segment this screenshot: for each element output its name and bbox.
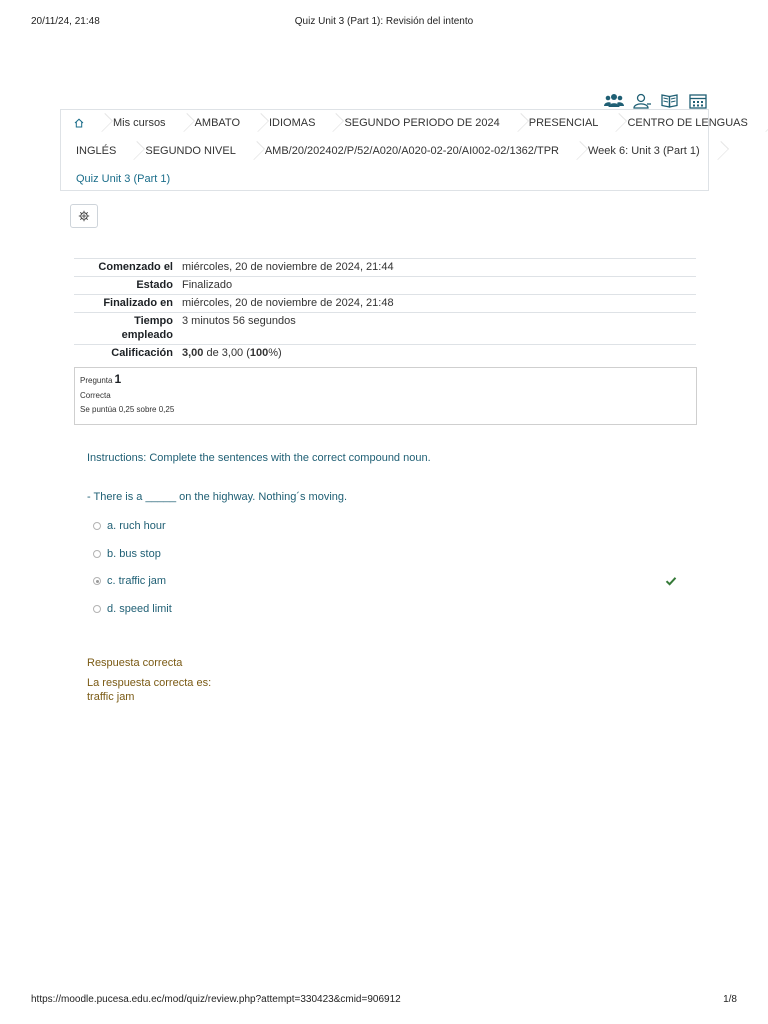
- grade-percent: 100: [249, 347, 269, 359]
- book-icon[interactable]: [660, 92, 680, 110]
- feedback-correct-answer: traffic jam: [87, 691, 135, 703]
- summary-row-grade: [74, 345, 696, 363]
- breadcrumb: [60, 109, 748, 191]
- grade-label: Calificación: [74, 345, 178, 363]
- question-number: [80, 372, 691, 386]
- breadcrumb-row-1: [61, 111, 748, 135]
- breadcrumb-ambato[interactable]: AMBATO: [194, 117, 240, 129]
- breadcrumb-segundo-nivel[interactable]: SEGUNDO NIVEL: [145, 145, 236, 157]
- grade-mid: de 3,00 (: [203, 347, 250, 359]
- attempt-summary-table: [74, 258, 696, 362]
- answer-text: a. ruch hour: [107, 520, 166, 532]
- breadcrumb-course-code[interactable]: AMB/20/202402/P/52/A020/A020-02-20/AI002-02/1362/TPR: [264, 145, 559, 157]
- question-instructions: Instructions: Complete the sentences with the correct compound noun.: [87, 452, 431, 464]
- grade-value: [178, 345, 696, 363]
- correct-check-icon: [665, 575, 677, 587]
- breadcrumb-ingles[interactable]: INGLÉS: [76, 145, 117, 157]
- grade-score: 3,00: [182, 347, 204, 359]
- started-label: Comenzado el: [74, 259, 178, 277]
- answer-option-d[interactable]: [93, 603, 172, 615]
- time-label: [74, 313, 178, 345]
- actions-menu-button[interactable]: [70, 204, 98, 228]
- breadcrumb-row-3: [61, 167, 708, 191]
- home-icon[interactable]: [61, 111, 84, 135]
- radio-button[interactable]: [93, 522, 101, 530]
- answer-option-a[interactable]: [93, 520, 166, 532]
- summary-row-started: [74, 259, 696, 277]
- answer-text: d. speed limit: [107, 603, 172, 615]
- question-points: Se puntúa 0,25 sobre 0,25: [80, 405, 175, 414]
- feedback-status: Respuesta correcta: [87, 657, 183, 669]
- participants-icon[interactable]: [604, 92, 624, 110]
- answer-option-c[interactable]: [93, 575, 166, 587]
- print-page-number: 1/8: [723, 994, 737, 1005]
- state-value: Finalizado: [178, 277, 696, 295]
- user-icon[interactable]: [632, 92, 652, 110]
- print-datetime: 20/11/24, 21:48: [31, 16, 100, 27]
- question-status: Correcta: [80, 391, 111, 400]
- started-value: miércoles, 20 de noviembre de 2024, 21:44: [178, 259, 696, 277]
- radio-button[interactable]: [93, 550, 101, 558]
- summary-row-time: [74, 313, 696, 345]
- breadcrumb-current-quiz[interactable]: Quiz Unit 3 (Part 1): [76, 173, 171, 185]
- grade-end: %): [268, 347, 282, 359]
- breadcrumb-segundo-periodo[interactable]: SEGUNDO PERIODO DE 2024: [344, 117, 500, 129]
- summary-row-state: [74, 277, 696, 295]
- question-label: Pregunta: [80, 376, 113, 385]
- time-label-line-1: Tiempo: [134, 315, 173, 327]
- gear-icon: [78, 210, 90, 222]
- answer-text: b. bus stop: [107, 548, 161, 560]
- breadcrumb-mis-cursos[interactable]: Mis cursos: [113, 117, 166, 129]
- summary-row-finished: [74, 295, 696, 313]
- question-info-box: [74, 367, 697, 425]
- breadcrumb-centro-de-lenguas[interactable]: CENTRO DE LENGUAS: [627, 117, 748, 129]
- radio-button[interactable]: [93, 605, 101, 613]
- finished-value: miércoles, 20 de noviembre de 2024, 21:48: [178, 295, 696, 313]
- feedback-correct-label: La respuesta correcta es:: [87, 677, 212, 689]
- print-title: Quiz Unit 3 (Part 1): Revisión del intento: [294, 16, 474, 27]
- time-label-line-2: empleado: [121, 329, 173, 341]
- calendar-icon[interactable]: [688, 92, 708, 110]
- print-url: https://moodle.pucesa.edu.ec/mod/quiz/review.php?attempt=330423&cmid=906912: [31, 994, 401, 1005]
- breadcrumb-week-6[interactable]: Week 6: Unit 3 (Part 1): [587, 145, 700, 157]
- time-value: 3 minutos 56 segundos: [178, 313, 696, 345]
- breadcrumb-idiomas[interactable]: IDIOMAS: [269, 117, 316, 129]
- answer-option-b[interactable]: [93, 548, 161, 560]
- answer-text: c. traffic jam: [107, 575, 167, 587]
- finished-label: Finalizado en: [74, 295, 178, 313]
- header-icons: [604, 92, 708, 110]
- breadcrumb-row-2: [61, 139, 708, 163]
- radio-button-selected[interactable]: [93, 577, 101, 585]
- breadcrumb-presencial[interactable]: PRESENCIAL: [528, 117, 599, 129]
- question-number-value: 1: [114, 372, 122, 386]
- question-stem: - There is a _____ on the highway. Nothing´s moving.: [87, 491, 348, 503]
- state-label: Estado: [74, 277, 178, 295]
